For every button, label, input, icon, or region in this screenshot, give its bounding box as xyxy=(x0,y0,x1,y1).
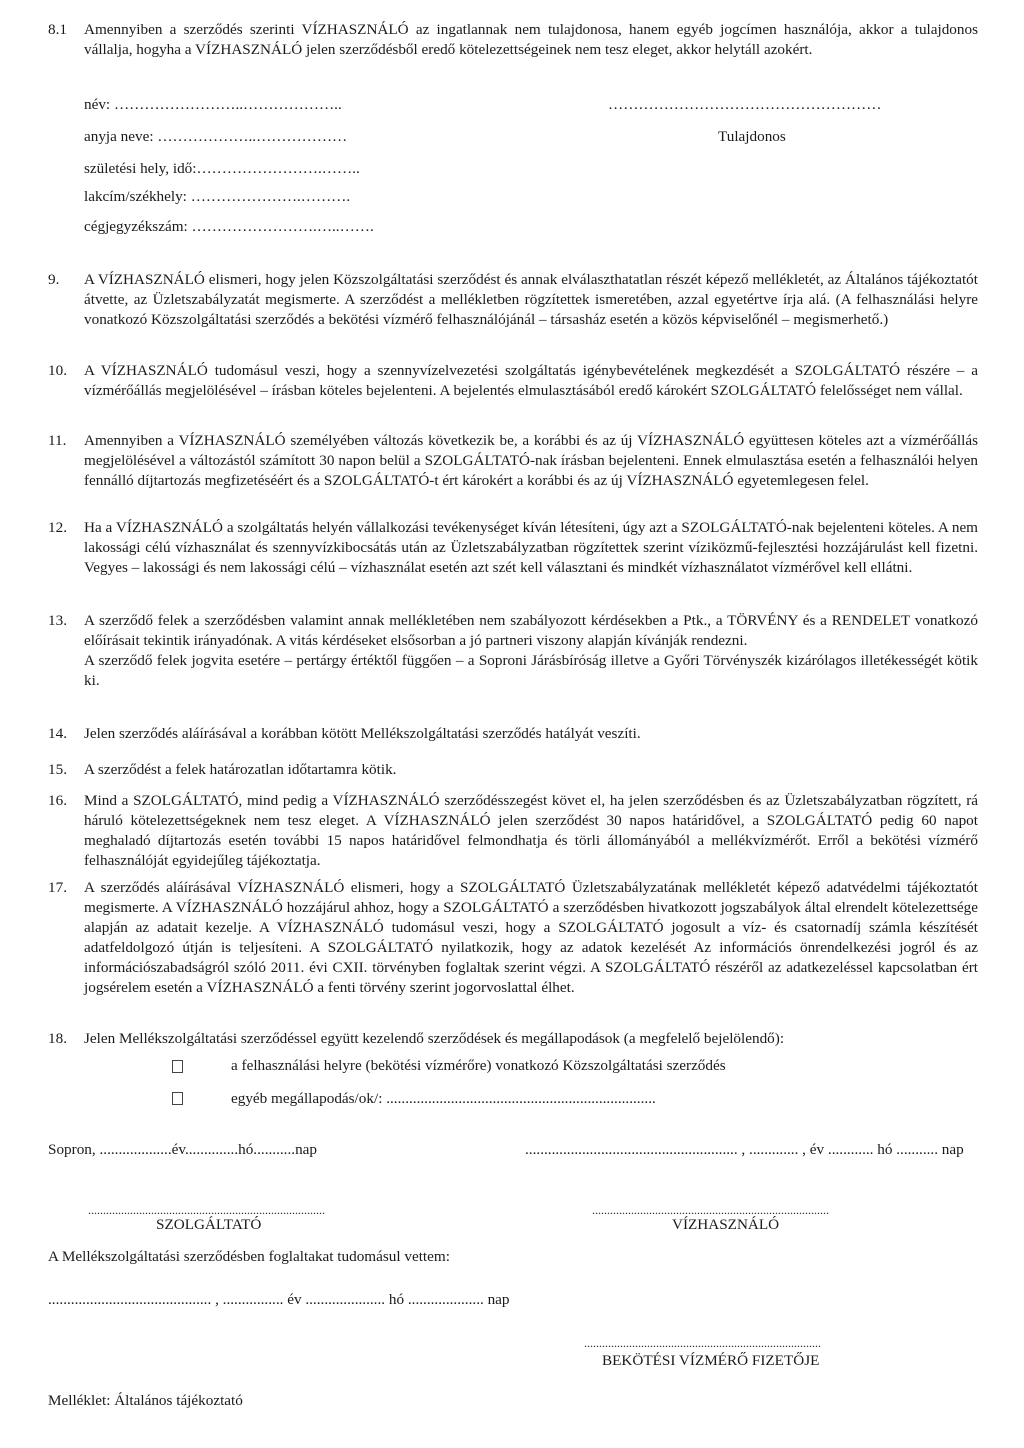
section-number: 18. xyxy=(48,1030,67,1047)
owner-birth-field: születési hely, idő:…………………….…….. xyxy=(84,160,360,177)
section-text: A szerződést a felek határozatlan időtartamra kötik. xyxy=(84,761,397,778)
section-number: 13. xyxy=(48,612,67,629)
section-text: Amennyiben a VÍZHASZNÁLÓ személyében változás következik be, a korábbi és az új VÍZHASZNÁLÓ együttesen köteles azt a vízmérőállás megjelölésével a változástól számított 30 napon belül a SZOLGÁLTATÓ-nak írásban bejelenteni. Ennek elmulasztása esetén a felhasználói helyen fennálló díjtartozás megfizetéséért és a SZOLGÁLTATÓ-t ért károkért a korábbi és az új VÍZHASZNÁLÓ egyetemlegesen felel. xyxy=(84,432,978,489)
section-text: A VÍZHASZNÁLÓ elismeri, hogy jelen Közszolgáltatási szerződést és annak elválaszthatatlan részét képező mellékletét, az Általános tájékoztatót átvette, az Üzletszabályzatát megismerte. A szerződést a mellékletben rögzítettek ismeretében, azzal egyetértve írja alá. (A felhasználási helyre vonatkozó Közszolgáltatási szerződés a bekötési vízmérő felhasználójánál – társasház esetén a közös képviselőnél – megismerhető.) xyxy=(84,271,978,328)
section-8-1 xyxy=(48,20,978,60)
section-13 xyxy=(48,611,978,691)
owner-company-number-field: cégjegyzékszám: …………………….…..……. xyxy=(84,218,374,235)
attachment-note: Melléklet: Általános tájékoztató xyxy=(48,1392,243,1409)
checkbox-other-agreement[interactable] xyxy=(172,1092,183,1105)
section-18 xyxy=(48,1029,978,1049)
section-11 xyxy=(48,431,978,491)
section-text-jurisdiction: A szerződő felek jogvita esetére – pertárgy értéktől függően – a Soproni Járásbíróság illetve a Győri Törvényszék kizárólagos illetékességét kötik ki. xyxy=(84,652,978,689)
signer-water-user-label: VÍZHASZNÁLÓ xyxy=(672,1216,780,1233)
section-12 xyxy=(48,518,978,578)
section-16 xyxy=(48,791,978,871)
section-14 xyxy=(48,724,978,744)
section-number: 16. xyxy=(48,792,67,809)
section-number: 17. xyxy=(48,879,67,896)
section-text: A szerződő felek a szerződésben valamint annak mellékletében nem szabályozott kérdésekben a Ptk., a TÖRVÉNY és a RENDELET vonatkozó előírásait tekintik irányadónak. A vitás kérdéseket elsősorban a jó partneri viszony alapján kívánják rendezni. xyxy=(84,612,978,649)
signature-line-right: ............................................................................... xyxy=(592,1203,829,1217)
option-public-service-contract-label: a felhasználási helyre (bekötési vízmérőre) vonatkozó Közszolgáltatási szerződés xyxy=(231,1057,726,1074)
section-text: Jelen szerződés aláírásával a korábban kötött Mellékszolgáltatási szerződés hatályát veszíti. xyxy=(84,725,641,742)
acknowledgement-text: A Mellékszolgáltatási szerződésben foglaltakat tudomásul vettem: xyxy=(48,1248,450,1265)
section-text: Amennyiben a szerződés szerinti VÍZHASZNÁLÓ az ingatlannak nem tulajdonosa, hanem egyéb jogcímen használója, akkor a tulajdonos vállalja, hogyha a VÍZHASZNÁLÓ jelen szerződésből eredő kötelezettségeinek nem tesz eleget, akkor helytáll azokért. xyxy=(84,21,978,58)
signature-line-payer: ............................................................................... xyxy=(584,1336,821,1350)
section-15 xyxy=(48,760,978,780)
owner-mother-name-field: anyja neve: ………………..……………… xyxy=(84,128,348,145)
section-text: A szerződés aláírásával VÍZHASZNÁLÓ elismeri, hogy a SZOLGÁLTATÓ Üzletszabályzatának mellékletét képező adatvédelmi tájékoztatót megismerte. A VÍZHASZNÁLÓ hozzájárul ahhoz, hogy a SZOLGÁLTATÓ a szerződésben hivatkozott jogszabályok által elrendelt kötelezettsége alapján az adatait kezelje. A VÍZHASZNÁLÓ tudomásul veszi, hogy a SZOLGÁLTATÓ jogosult a víz- és csatornadíj számla készítését adatfeldolgozó útján is teljesíteni. A SZOLGÁLTATÓ nyilatkozik, hogy az adatok kezelését Az információs önrendelkezési jogról és az információszabadságról szóló 2011. évi CXII. törvényben foglaltak szerint végzi. A SZOLGÁLTATÓ részéről az adatkezeléssel kapcsolatban ért jogsérelem esetén a VÍZHASZNÁLÓ a fenti törvény szerint jogorvoslattal élhet. xyxy=(84,879,978,996)
signature-date-third: ........................................... , ................ év ..................... hó .................... nap xyxy=(48,1291,510,1308)
section-number: 8.1 xyxy=(48,21,67,38)
section-number: 10. xyxy=(48,362,67,379)
signer-meter-payer-label: BEKÖTÉSI VÍZMÉRŐ FIZETŐJE xyxy=(602,1352,820,1369)
section-text: A VÍZHASZNÁLÓ tudomásul veszi, hogy a szennyvízelvezetési szolgáltatás igénybevételének megkezdését a SZOLGÁLTATÓ részére – a vízmérőállás megjelölésével – írásban köteles bejelenteni. A bejelentés elmulasztásából eredő károkért SZOLGÁLTATÓ felelősséget nem vállal. xyxy=(84,362,978,399)
section-17 xyxy=(48,878,978,998)
section-text: Ha a VÍZHASZNÁLÓ a szolgáltatás helyén vállalkozási tevékenységet kíván létesíteni, úgy azt a SZOLGÁLTATÓ-nak bejelenteni köteles. A nem lakossági célú vízhasználat és szennyvízkibocsátás után az Üzletszabályzatban rögzítettek szerint víziközmű-fejlesztési hozzájárulást kell fizetni. Vegyes – lakossági és nem lakossági célú – vízhasználat esetén azt szét kell választani és mindkét vízhasználatot vízmérővel kell ellátni. xyxy=(84,519,978,576)
section-number: 9. xyxy=(48,271,60,288)
owner-name-field: név: ……………………..……………….. xyxy=(84,96,342,113)
section-text: Mind a SZOLGÁLTATÓ, mind pedig a VÍZHASZNÁLÓ szerződésszegést követ el, ha jelen szerződésben és az Üzletszabályzatban rögzített, rá háruló kötelezettségeknek nem tesz eleget. A VÍZHASZNÁLÓ jelen szerződést 30 napos határidővel, a SZOLGÁLTATÓ pedig 60 napot meghaladó díjtartozás esetén további 15 napos határidővel felmondhatja és törli állományából a mellékvízmérőt. Erről a bekötési vízmérő felhasználóját egyidejűleg tájékoztatja. xyxy=(84,792,978,869)
signature-date-right: ........................................................ , ............. , év ............ hó ........... nap xyxy=(525,1141,964,1158)
owner-signature-line: ……………………………………………… xyxy=(608,96,882,113)
section-number: 12. xyxy=(48,519,67,536)
option-other-agreement-label: egyéb megállapodás/ok/: ....................................................................... xyxy=(231,1090,656,1107)
signer-service-provider-label: SZOLGÁLTATÓ xyxy=(156,1216,262,1233)
signature-date-left: Sopron, ...................év..............hó...........nap xyxy=(48,1141,317,1158)
checkbox-public-service-contract[interactable] xyxy=(172,1060,183,1073)
section-number: 14. xyxy=(48,725,67,742)
section-number: 11. xyxy=(48,432,67,449)
owner-label: Tulajdonos xyxy=(718,128,786,145)
section-number: 15. xyxy=(48,761,67,778)
section-10 xyxy=(48,361,978,401)
signature-line-left: ............................................................................... xyxy=(88,1203,325,1217)
section-text: Jelen Mellékszolgáltatási szerződéssel együtt kezelendő szerződések és megállapodások (a megfelelő bejelölendő): xyxy=(84,1030,785,1047)
section-9 xyxy=(48,270,978,330)
owner-address-field: lakcím/székhely: ………………….………. xyxy=(84,188,351,205)
